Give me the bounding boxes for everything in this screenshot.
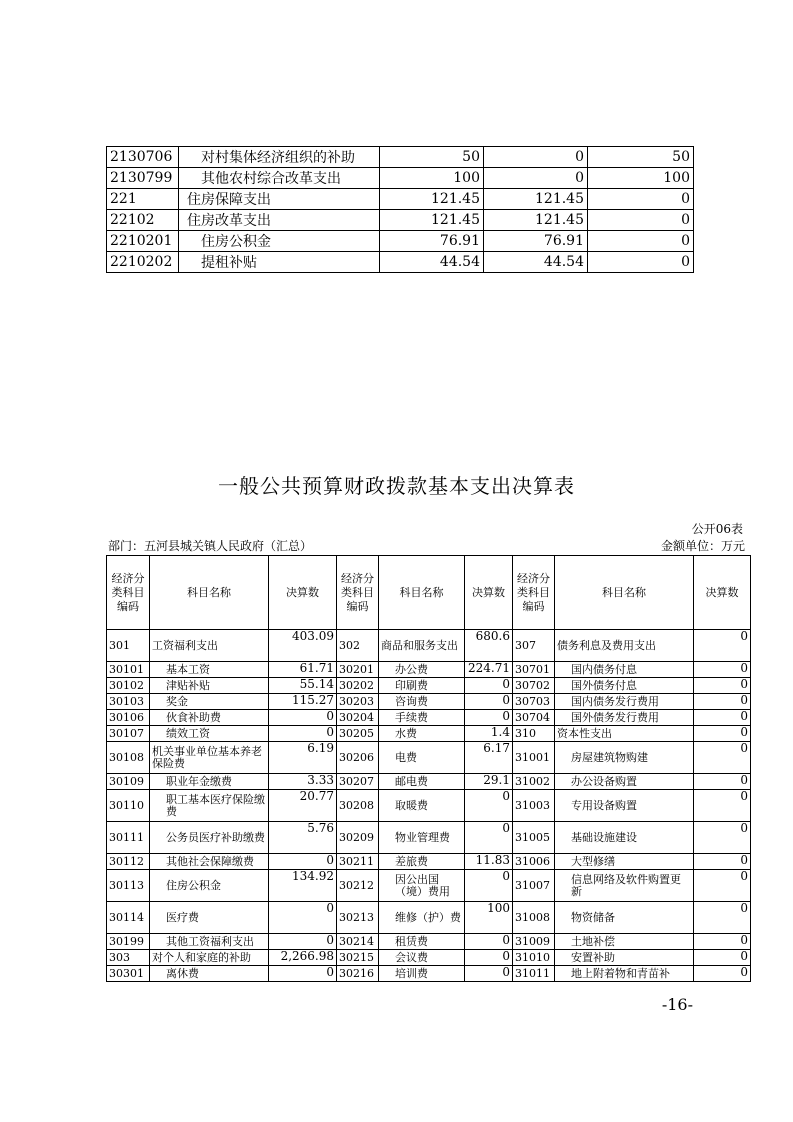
amount-cell: 0 (269, 934, 337, 950)
name-cell: 住房公积金 (150, 870, 269, 902)
name-cell: 住房公积金 (179, 231, 380, 252)
table-header (107, 556, 751, 630)
amount-cell: 1.4 (465, 726, 513, 742)
table-row (107, 147, 694, 168)
total-cell: 44.54 (380, 252, 484, 273)
code-cell: 30107 (107, 726, 150, 742)
amount-cell: 0 (694, 934, 751, 950)
table-row (107, 790, 751, 822)
amount-cell: 403.09 (269, 630, 337, 662)
name-cell: 工资福利支出 (150, 630, 269, 662)
amount-cell: 3.33 (269, 774, 337, 790)
amount-cell: 0 (694, 966, 751, 982)
amount-cell: 0 (694, 870, 751, 902)
amount-cell: 0 (269, 902, 337, 934)
table-row (107, 630, 751, 662)
table-row (107, 966, 751, 982)
code-cell: 30215 (337, 950, 379, 966)
department-label: 部门：五河县城关镇人民政府（汇总） (108, 539, 313, 553)
table-row (107, 168, 694, 189)
name-cell: 债务利息及费用支出 (555, 630, 694, 662)
amount-cell: 0 (694, 694, 751, 710)
name-cell: 土地补偿 (555, 934, 694, 950)
code-cell: 221 (107, 189, 179, 210)
page-title: 一般公共预算财政拨款基本支出决算表 (218, 474, 575, 498)
amount-cell: 0 (465, 678, 513, 694)
table-row (107, 854, 751, 870)
amount-cell: 0 (269, 854, 337, 870)
name-cell: 基础设施建设 (555, 822, 694, 854)
code-cell: 30211 (337, 854, 379, 870)
code-cell: 2210201 (107, 231, 179, 252)
name-cell: 公务员医疗补助缴费 (150, 822, 269, 854)
amount-cell: 0 (694, 742, 751, 774)
code-cell: 30108 (107, 742, 150, 774)
code-cell: 31010 (513, 950, 555, 966)
table-row (107, 231, 694, 252)
header-code-3: 经济分类科目编码 (513, 556, 555, 630)
header-name-1: 科目名称 (150, 556, 269, 630)
code-cell: 30212 (337, 870, 379, 902)
amount-cell: 134.92 (269, 870, 337, 902)
code-cell: 303 (107, 950, 150, 966)
value-cell: 0 (588, 210, 694, 231)
table-row (107, 189, 694, 210)
code-cell: 30216 (337, 966, 379, 982)
name-cell: 因公出国（境）费用 (379, 870, 465, 902)
name-cell: 国外债务付息 (555, 678, 694, 694)
code-cell: 30703 (513, 694, 555, 710)
code-cell: 30203 (337, 694, 379, 710)
name-cell: 医疗费 (150, 902, 269, 934)
amount-cell: 0 (694, 902, 751, 934)
header-name-2: 科目名称 (379, 556, 465, 630)
name-cell: 其他工资福利支出 (150, 934, 269, 950)
code-cell: 30208 (337, 790, 379, 822)
name-cell: 手续费 (379, 710, 465, 726)
name-cell: 会议费 (379, 950, 465, 966)
code-cell: 31001 (513, 742, 555, 774)
table-row (107, 710, 751, 726)
code-cell: 30113 (107, 870, 150, 902)
amount-cell: 20.77 (269, 790, 337, 822)
code-cell: 301 (107, 630, 150, 662)
amount-cell: 0 (694, 774, 751, 790)
name-cell: 商品和服务支出 (379, 630, 465, 662)
name-cell: 租赁费 (379, 934, 465, 950)
amount-cell: 0 (694, 726, 751, 742)
name-cell: 住房保障支出 (179, 189, 380, 210)
value-cell: 44.54 (484, 252, 588, 273)
name-cell: 对村集体经济组织的补助 (179, 147, 380, 168)
code-cell: 30701 (513, 662, 555, 678)
code-cell: 30214 (337, 934, 379, 950)
code-cell: 30114 (107, 902, 150, 934)
name-cell: 绩效工资 (150, 726, 269, 742)
form-code: 公开06表 (691, 522, 743, 536)
code-cell: 30207 (337, 774, 379, 790)
amount-cell: 11.83 (465, 854, 513, 870)
name-cell: 办公设备购置 (555, 774, 694, 790)
total-cell: 121.45 (380, 210, 484, 231)
amount-cell: 0 (694, 630, 751, 662)
name-cell: 职业年金缴费 (150, 774, 269, 790)
code-cell: 30209 (337, 822, 379, 854)
amount-cell: 6.17 (465, 742, 513, 774)
name-cell: 基本工资 (150, 662, 269, 678)
code-cell: 31006 (513, 854, 555, 870)
name-cell: 职工基本医疗保险缴费 (150, 790, 269, 822)
code-cell: 30301 (107, 966, 150, 982)
name-cell: 国内债务付息 (555, 662, 694, 678)
value-cell: 0 (588, 252, 694, 273)
amount-cell: 0 (694, 678, 751, 694)
table-row (107, 902, 751, 934)
name-cell: 伙食补助费 (150, 710, 269, 726)
header-code-1: 经济分类科目编码 (107, 556, 150, 630)
unit-label: 金额单位：万元 (660, 539, 745, 553)
name-cell: 对个人和家庭的补助 (150, 950, 269, 966)
code-cell: 30111 (107, 822, 150, 854)
amount-cell: 6.19 (269, 742, 337, 774)
name-cell: 国内债务发行费用 (555, 694, 694, 710)
total-cell: 76.91 (380, 231, 484, 252)
code-cell: 22102 (107, 210, 179, 231)
amount-cell: 61.71 (269, 662, 337, 678)
amount-cell: 2,266.98 (269, 950, 337, 966)
amount-cell: 0 (465, 870, 513, 902)
table-row (107, 950, 751, 966)
name-cell: 培训费 (379, 966, 465, 982)
value-cell: 121.45 (484, 210, 588, 231)
table-row (107, 726, 751, 742)
name-cell: 办公费 (379, 662, 465, 678)
code-cell: 31007 (513, 870, 555, 902)
amount-cell: 55.14 (269, 678, 337, 694)
header-amount-3: 决算数 (694, 556, 751, 630)
amount-cell: 0 (465, 966, 513, 982)
value-cell: 76.91 (484, 231, 588, 252)
name-cell: 大型修缮 (555, 854, 694, 870)
name-cell: 地上附着物和青苗补 (555, 966, 694, 982)
amount-cell: 5.76 (269, 822, 337, 854)
code-cell: 30206 (337, 742, 379, 774)
code-cell: 31008 (513, 902, 555, 934)
code-cell: 31009 (513, 934, 555, 950)
header-amount-2: 决算数 (465, 556, 513, 630)
name-cell: 离休费 (150, 966, 269, 982)
value-cell: 0 (588, 189, 694, 210)
total-cell: 50 (380, 147, 484, 168)
continued-table-body (107, 147, 694, 273)
name-cell: 差旅费 (379, 854, 465, 870)
code-cell: 302 (337, 630, 379, 662)
code-cell: 30101 (107, 662, 150, 678)
code-cell: 30201 (337, 662, 379, 678)
code-cell: 2210202 (107, 252, 179, 273)
value-cell: 100 (588, 168, 694, 189)
amount-cell: 0 (465, 950, 513, 966)
name-cell: 印刷费 (379, 678, 465, 694)
table-row (107, 678, 751, 694)
table-body (107, 630, 751, 982)
code-cell: 30106 (107, 710, 150, 726)
header-name-3: 科目名称 (555, 556, 694, 630)
amount-cell: 224.71 (465, 662, 513, 678)
code-cell: 31003 (513, 790, 555, 822)
amount-cell: 0 (694, 710, 751, 726)
amount-cell: 0 (465, 934, 513, 950)
code-cell: 307 (513, 630, 555, 662)
page-number: -16- (661, 995, 693, 1014)
amount-cell: 0 (269, 710, 337, 726)
code-cell: 30103 (107, 694, 150, 710)
code-cell: 30102 (107, 678, 150, 694)
table-row (107, 210, 694, 231)
name-cell: 水费 (379, 726, 465, 742)
value-cell: 0 (484, 147, 588, 168)
total-cell: 121.45 (380, 189, 484, 210)
code-cell: 30202 (337, 678, 379, 694)
amount-cell: 0 (694, 950, 751, 966)
code-cell: 30109 (107, 774, 150, 790)
name-cell: 住房改革支出 (179, 210, 380, 231)
amount-cell: 0 (465, 710, 513, 726)
code-cell: 2130706 (107, 147, 179, 168)
amount-cell: 0 (269, 726, 337, 742)
name-cell: 专用设备购置 (555, 790, 694, 822)
code-cell: 30205 (337, 726, 379, 742)
total-cell: 100 (380, 168, 484, 189)
amount-cell: 0 (694, 854, 751, 870)
name-cell: 物业管理费 (379, 822, 465, 854)
code-cell: 31011 (513, 966, 555, 982)
table-row (107, 662, 751, 678)
table-row (107, 774, 751, 790)
name-cell: 国外债务发行费用 (555, 710, 694, 726)
table-row (107, 252, 694, 273)
amount-cell: 0 (694, 790, 751, 822)
amount-cell: 0 (465, 822, 513, 854)
name-cell: 安置补助 (555, 950, 694, 966)
code-cell: 30213 (337, 902, 379, 934)
table-row (107, 822, 751, 854)
table-row (107, 742, 751, 774)
name-cell: 津贴补贴 (150, 678, 269, 694)
amount-cell: 0 (465, 790, 513, 822)
code-cell: 30204 (337, 710, 379, 726)
code-cell: 31002 (513, 774, 555, 790)
amount-cell: 680.6 (465, 630, 513, 662)
name-cell: 邮电费 (379, 774, 465, 790)
value-cell: 50 (588, 147, 694, 168)
amount-cell: 0 (269, 966, 337, 982)
table-row (107, 870, 751, 902)
value-cell: 121.45 (484, 189, 588, 210)
name-cell: 资本性支出 (555, 726, 694, 742)
table-row (107, 694, 751, 710)
value-cell: 0 (588, 231, 694, 252)
name-cell: 提租补贴 (179, 252, 380, 273)
amount-cell: 0 (694, 662, 751, 678)
amount-cell: 29.1 (465, 774, 513, 790)
continued-table (106, 146, 694, 273)
name-cell: 物资储备 (555, 902, 694, 934)
name-cell: 其他社会保障缴费 (150, 854, 269, 870)
code-cell: 30199 (107, 934, 150, 950)
name-cell: 奖金 (150, 694, 269, 710)
code-cell: 310 (513, 726, 555, 742)
value-cell: 0 (484, 168, 588, 189)
amount-cell: 115.27 (269, 694, 337, 710)
name-cell: 取暖费 (379, 790, 465, 822)
name-cell: 其他农村综合改革支出 (179, 168, 380, 189)
code-cell: 31005 (513, 822, 555, 854)
code-cell: 30702 (513, 678, 555, 694)
expenditure-table (106, 555, 751, 982)
name-cell: 机关事业单位基本养老保险费 (150, 742, 269, 774)
name-cell: 咨询费 (379, 694, 465, 710)
code-cell: 30112 (107, 854, 150, 870)
amount-cell: 0 (694, 822, 751, 854)
table-row (107, 934, 751, 950)
header-code-2: 经济分类科目编码 (337, 556, 379, 630)
amount-cell: 0 (465, 694, 513, 710)
code-cell: 30704 (513, 710, 555, 726)
code-cell: 2130799 (107, 168, 179, 189)
name-cell: 信息网络及软件购置更新 (555, 870, 694, 902)
name-cell: 维修（护）费 (379, 902, 465, 934)
name-cell: 电费 (379, 742, 465, 774)
code-cell: 30110 (107, 790, 150, 822)
amount-cell: 100 (465, 902, 513, 934)
header-amount-1: 决算数 (269, 556, 337, 630)
name-cell: 房屋建筑物购建 (555, 742, 694, 774)
